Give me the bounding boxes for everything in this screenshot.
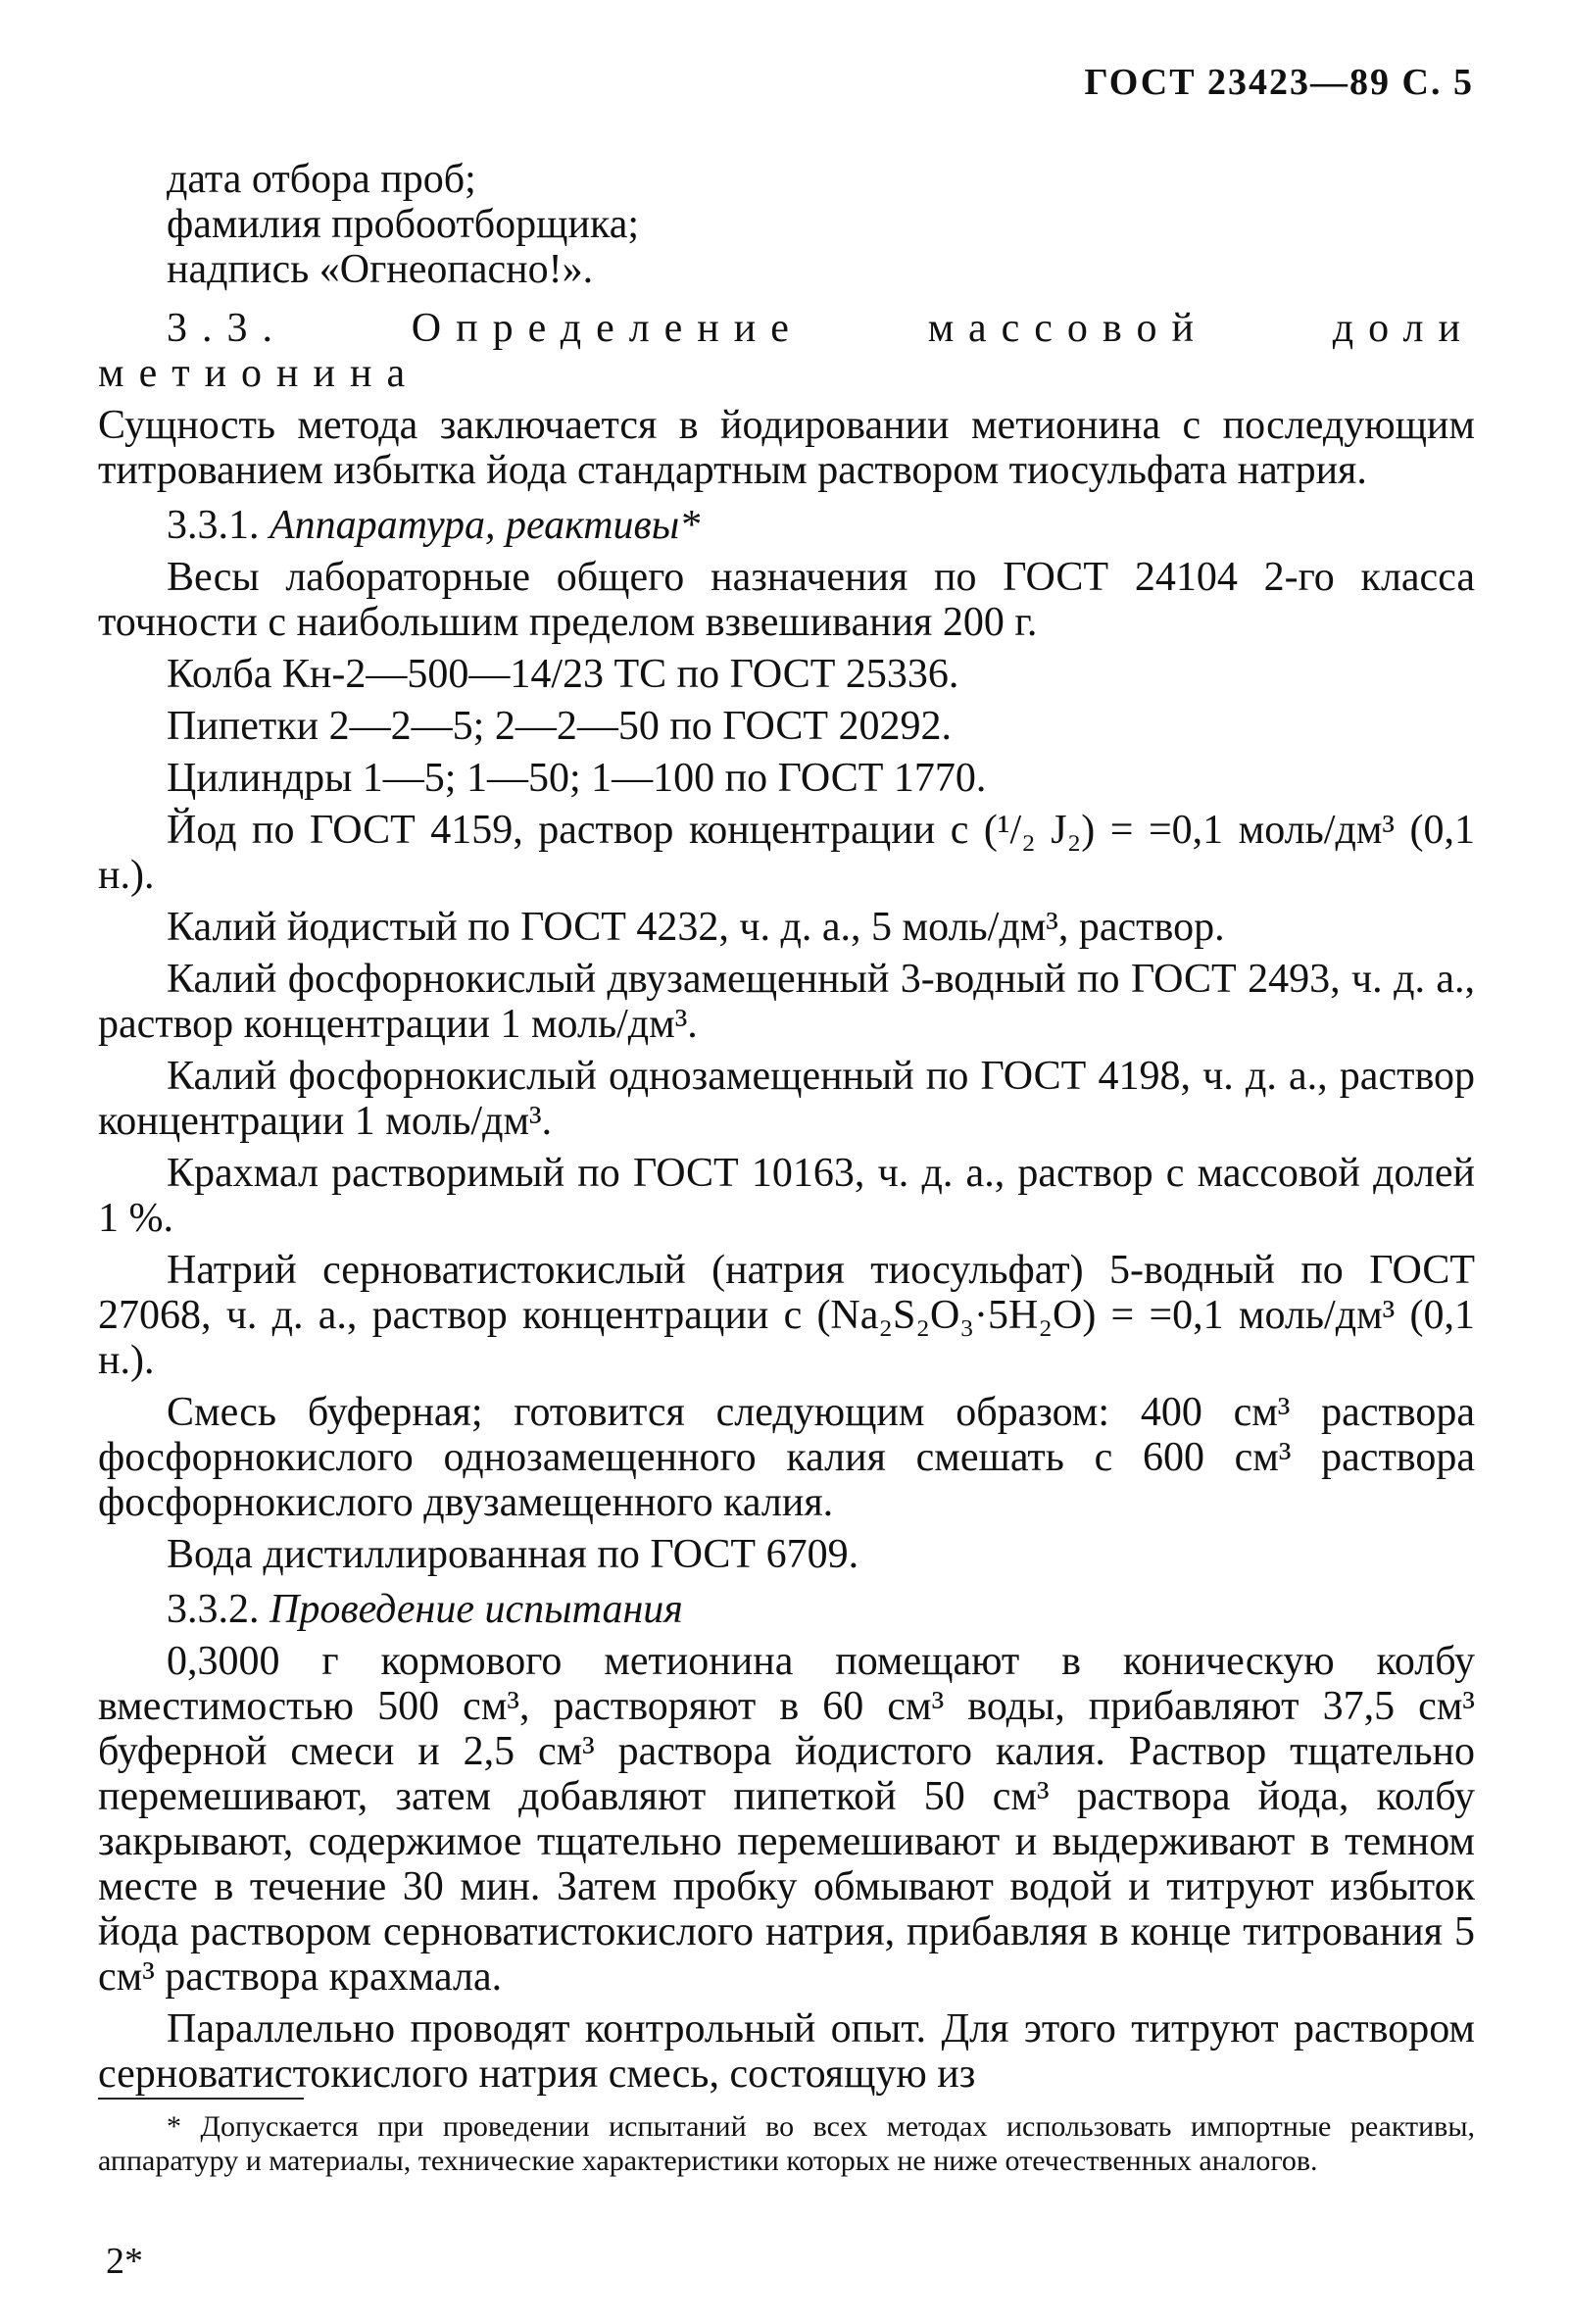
subsection-heading bbox=[98, 1587, 1475, 1632]
running-header: ГОСТ 23423—89 С. 5 bbox=[1084, 62, 1474, 103]
footnote: * Допускается при проведении испытаний во всех методах использовать импортные реактивы, аппаратуру и материалы, технические характеристики которых не ниже отечественных аналогов. bbox=[98, 2110, 1475, 2177]
paragraph: Цилиндры 1—5; 1—50; 1—100 по ГОСТ 1770. bbox=[167, 756, 987, 801]
list-line: дата отбора проб; bbox=[167, 157, 476, 202]
paragraph: Калий фосфорнокислый двузамещенный 3-водный по ГОСТ 2493, ч. д. а., раствор концентрации 1 моль/дм³. bbox=[98, 957, 1475, 1047]
footnote-divider bbox=[98, 2098, 304, 2100]
paragraph: Параллельно проводят контрольный опыт. Для этого титруют раствором серноватистокислого натрия смесь, состоящую из bbox=[98, 2006, 1475, 2097]
subsection-number: 3.3.1. bbox=[167, 503, 260, 548]
subsection-heading bbox=[98, 503, 1475, 548]
paragraph: Смесь буферная; готовится следующим образом: 400 см³ раствора фосфорнокислого однозамещенного калия смешать с 600 см³ раствора фосфорнокислого двузамещенного калия. bbox=[98, 1390, 1475, 1525]
paragraph: Йод по ГОСТ 4159, раствор концентрации с (¹/₂ J₂) = =0,1 моль/дм³ (0,1 н.). bbox=[98, 808, 1475, 898]
paragraph: Крахмал растворимый по ГОСТ 10163, ч. д. а., раствор с массовой долей 1 %. bbox=[98, 1151, 1475, 1241]
paragraph: Сущность метода заключается в йодировании метионина с последующим титрованием избытка йода стандартным раствором тиосульфата натрия. bbox=[98, 403, 1475, 493]
paragraph: Калий йодистый по ГОСТ 4232, ч. д. а., 5 моль/дм³, раствор. bbox=[167, 905, 1225, 950]
paragraph: Вода дистиллированная по ГОСТ 6709. bbox=[167, 1532, 859, 1577]
document-body bbox=[98, 157, 1475, 2103]
list-line: фамилия пробоотборщика; bbox=[167, 202, 640, 247]
list-line: надпись «Огнеопасно!». bbox=[167, 247, 594, 292]
subsection-number: 3.3.2. bbox=[167, 1587, 260, 1632]
subsection-title: Аппаратура, реактивы* bbox=[270, 503, 701, 548]
paragraph: Калий фосфорнокислый однозамещенный по ГОСТ 4198, ч. д. а., раствор концентрации 1 моль/дм³. bbox=[98, 1054, 1475, 1144]
paragraph: Натрий серноватистокислый (натрия тиосульфат) 5-водный по ГОСТ 27068, ч. д. а., раствор концентрации с (Na₂S₂O₃·5H₂O) = =0,1 моль/дм³ (0,1 н.). bbox=[98, 1248, 1475, 1383]
paragraph: 0,3000 г кормового метионина помещают в коническую колбу вместимостью 500 см³, растворяют в 60 см³ воды, прибавляют 37,5 см³ буферной смеси и 2,5 см³ раствора йодистого калия. Раствор тщательно перемешивают, затем добавляют пипеткой 50 см³ раствора йода, колбу закрывают, содержимое тщательно перемешивают и выдерживают в темном месте в течение 30 мин. Затем пробку обмывают водой и титруют избыток йода раствором серноватистокислого натрия, прибавляя в конце титрования 5 см³ раствора крахмала. bbox=[98, 1639, 1475, 2000]
paragraph: Пипетки 2—2—5; 2—2—50 по ГОСТ 20292. bbox=[167, 704, 953, 749]
page-signature-mark: 2* bbox=[106, 2241, 143, 2282]
section-heading: 3.3. Определение массовой доли метионина bbox=[98, 306, 1475, 396]
paragraph: Весы лабораторные общего назначения по ГОСТ 24104 2-го класса точности с наибольшим пределом взвешивания 200 г. bbox=[98, 555, 1475, 645]
subsection-title: Проведение испытания bbox=[270, 1587, 683, 1632]
paragraph: Колба Кн-2—500—14/23 ТС по ГОСТ 25336. bbox=[167, 652, 959, 697]
